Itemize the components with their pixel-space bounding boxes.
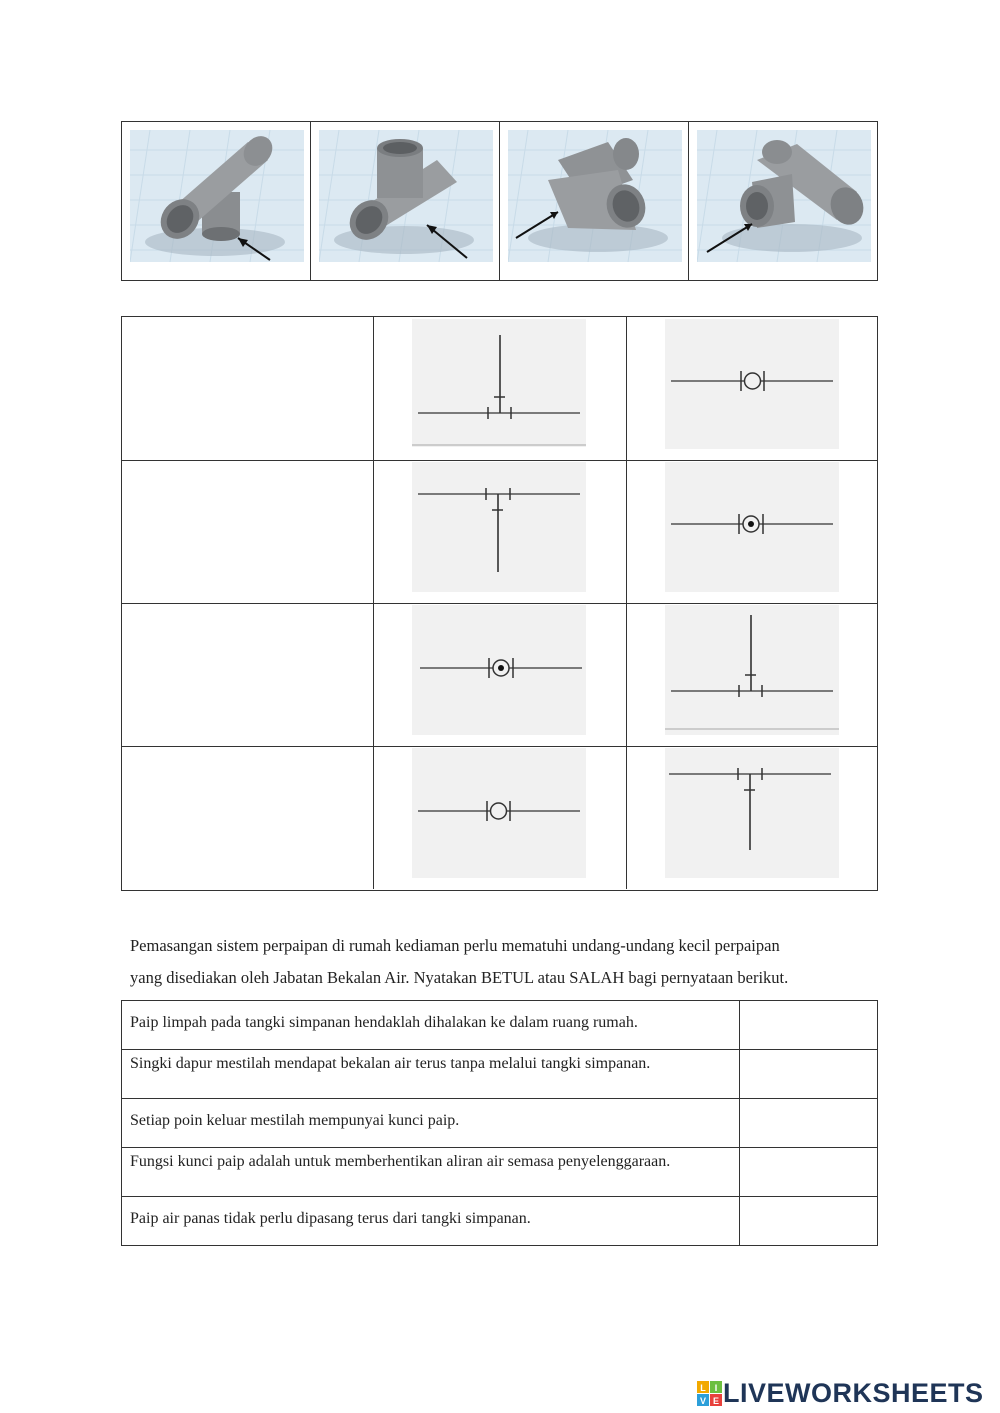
true-false-table [121,1000,878,1246]
statement-text: Fungsi kunci paip adalah untuk memberhentikan aliran air semasa penyelenggaraan. [122,1148,740,1196]
match-row [122,603,877,747]
fitting-cell-1 [122,122,311,280]
answer-cell[interactable] [122,460,374,603]
tee-up-arrow-icon [319,130,493,262]
match-row [122,317,877,461]
svg-text:V: V [699,1395,707,1406]
table-row [122,1001,877,1050]
table-row [122,1099,877,1148]
statement-text: Paip limpah pada tangki simpanan hendaklah dihalakan ke dalam ruang rumah. [122,1001,740,1049]
statement-text: Paip air panas tidak perlu dipasang terus dari tangki simpanan. [122,1197,740,1245]
table-row [122,1197,877,1245]
answer-cell[interactable] [122,603,374,746]
fitting-image-table [121,121,878,281]
symbol-cell [374,603,627,746]
tee-toward-symbol-icon [665,462,839,592]
fitting-cell-2 [311,122,500,280]
symbol-cell [374,317,627,460]
symbol-match-table [121,316,878,891]
live-blocks-icon [697,1381,723,1407]
match-row [122,460,877,604]
table-row [122,1148,877,1197]
instructions-line-2: yang disediakan oleh Jabatan Bekalan Air. Nyatakan BETUL atau SALAH bagi pernyataan berikut. [130,968,789,987]
tee-up-symbol-icon [665,605,839,735]
symbol-cell [627,460,877,603]
tee-down-symbol-icon [665,748,839,878]
statement-text: Singki dapur mestilah mendapat bekalan air terus tanpa melalui tangki simpanan. [122,1050,740,1098]
symbol-cell [374,746,627,889]
symbol-cell [627,317,877,460]
symbol-cell [374,460,627,603]
tee-down-arrow-icon [130,130,304,262]
symbol-cell [627,603,877,746]
instructions [130,930,890,994]
answer-input[interactable] [740,1099,877,1147]
tee-side-right-arrow-icon [697,130,871,262]
tee-down-symbol-icon [412,462,586,592]
answer-input[interactable] [740,1148,877,1196]
table-row [122,1050,877,1099]
answer-cell[interactable] [122,317,374,460]
answer-input[interactable] [740,1197,877,1245]
svg-text:E: E [712,1395,720,1406]
fitting-cell-4 [689,122,877,280]
fitting-cell-3 [500,122,689,280]
liveworksheets-logo [697,1378,984,1409]
tee-away-symbol-icon [412,748,586,878]
answer-input[interactable] [740,1050,877,1098]
tee-side-left-arrow-icon [508,130,682,262]
answer-cell[interactable] [122,746,374,889]
svg-text:L: L [700,1382,706,1393]
tee-away-symbol-icon [665,319,839,449]
tee-toward-symbol-icon [412,605,586,735]
answer-input[interactable] [740,1001,877,1049]
brand-name: LIVEWORKSHEETS [723,1378,984,1408]
instructions-line-1: Pemasangan sistem perpaipan di rumah kediaman perlu mematuhi undang-undang kecil perpaipan [130,936,780,955]
svg-text:I: I [714,1382,718,1393]
statement-text: Setiap poin keluar mestilah mempunyai kunci paip. [122,1099,740,1147]
tee-up-symbol-icon [412,319,586,447]
match-row [122,746,877,889]
symbol-cell [627,746,877,889]
